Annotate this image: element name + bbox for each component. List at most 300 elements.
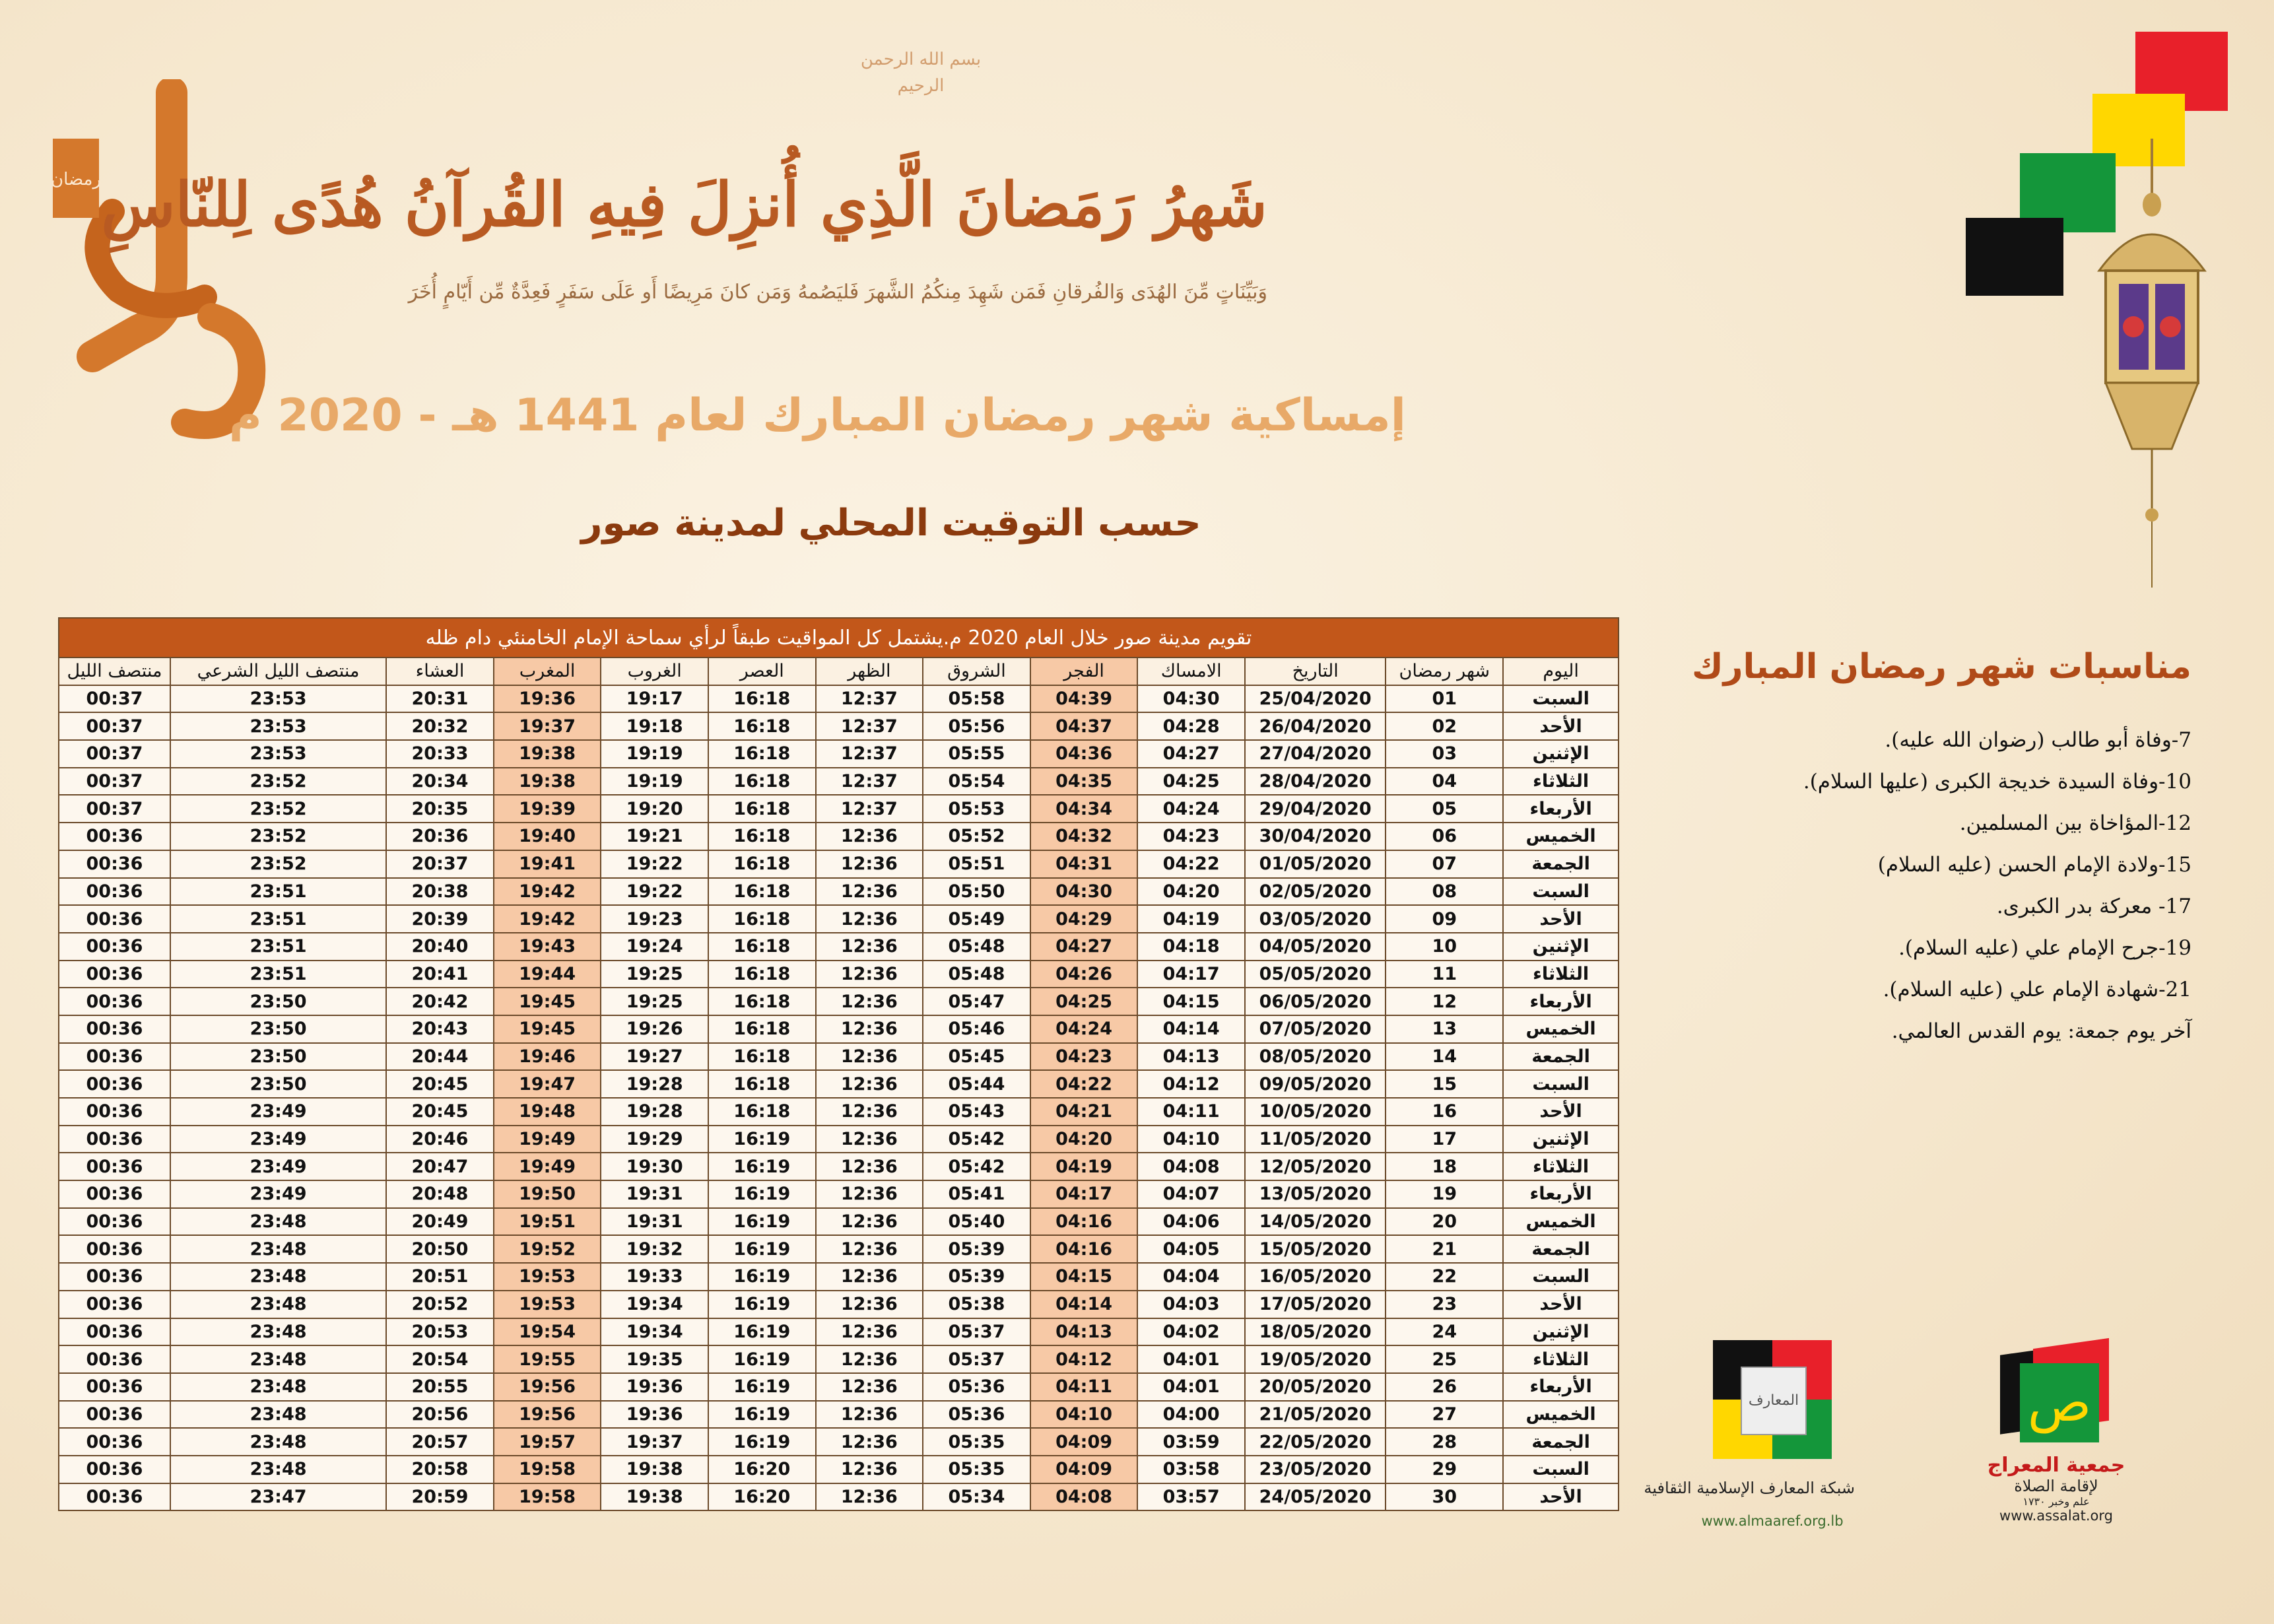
table-cell: السبت	[1503, 1456, 1619, 1483]
table-row	[59, 1345, 1619, 1373]
table-cell: 21/05/2020	[1245, 1401, 1386, 1429]
table-cell: 04:16	[1030, 1235, 1138, 1263]
table-cell: 04:09	[1030, 1428, 1138, 1456]
table-cell: 23:49	[170, 1180, 386, 1208]
table-cell: 23:48	[170, 1373, 386, 1401]
table-row	[59, 933, 1619, 961]
table-cell: 04:01	[1137, 1373, 1245, 1401]
table-cell: 23:51	[170, 961, 386, 988]
almiraj-logo	[1974, 1340, 2139, 1532]
table-cell: 12:37	[816, 712, 923, 740]
table-cell: 04:23	[1137, 823, 1245, 850]
column-header: اليوم	[1503, 658, 1619, 685]
table-cell: 29/04/2020	[1245, 795, 1386, 823]
table-cell: 16:19	[708, 1345, 816, 1373]
table-cell: 05:56	[923, 712, 1030, 740]
table-cell: 05:35	[923, 1428, 1030, 1456]
table-cell: 12:36	[816, 1345, 923, 1373]
column-header: شهر رمضان	[1386, 658, 1503, 685]
almiraj-registration: علم وخبر ١٧٣٠	[2023, 1495, 2090, 1508]
table-row	[59, 1070, 1619, 1098]
table-cell: 28	[1386, 1428, 1503, 1456]
column-header: المغرب	[494, 658, 601, 685]
event-item: آخر يوم جمعة: يوم القدس العالمي.	[1891, 1019, 2191, 1043]
table-cell: 12:37	[816, 768, 923, 795]
table-cell: 04:32	[1030, 823, 1138, 850]
table-cell: 04:34	[1030, 795, 1138, 823]
table-row	[59, 850, 1619, 878]
table-cell: 05:51	[923, 850, 1030, 878]
table-cell: 04:24	[1137, 795, 1245, 823]
column-header: الشروق	[923, 658, 1030, 685]
table-cell: 05:53	[923, 795, 1030, 823]
table-cell: 00:36	[59, 1456, 170, 1483]
table-cell: 12:36	[816, 1373, 923, 1401]
table-row	[59, 1373, 1619, 1401]
event-item: 15-ولادة الإمام الحسن (عليه السلام)	[1877, 853, 2191, 877]
table-cell: 16:18	[708, 905, 816, 933]
table-cell: 16:19	[708, 1126, 816, 1153]
table-cell: 20:57	[386, 1428, 494, 1456]
table-cell: 05:49	[923, 905, 1030, 933]
table-cell: 04:15	[1137, 988, 1245, 1015]
table-cell: 05:54	[923, 768, 1030, 795]
page-subtitle: حسب التوقيت المحلي لمدينة صور	[581, 502, 1201, 545]
table-cell: 12:36	[816, 1015, 923, 1043]
table-row	[59, 795, 1619, 823]
logo-text: رمضان	[50, 170, 102, 189]
table-cell: الأربعاء	[1503, 988, 1619, 1015]
table-cell: 19:37	[494, 712, 601, 740]
table-cell: 19/05/2020	[1245, 1345, 1386, 1373]
table-cell: 04:04	[1137, 1263, 1245, 1291]
table-cell: 04:08	[1137, 1153, 1245, 1180]
table-cell: 23/05/2020	[1245, 1456, 1386, 1483]
table-cell: 18/05/2020	[1245, 1318, 1386, 1346]
table-row	[59, 1318, 1619, 1346]
table-row	[59, 988, 1619, 1015]
event-item: 17- معركة بدر الكبرى.	[1996, 895, 2191, 918]
table-cell: 12:36	[816, 1153, 923, 1180]
table-cell: 19:22	[601, 850, 708, 878]
table-cell: 14	[1386, 1043, 1503, 1071]
table-cell: 12:36	[816, 1291, 923, 1318]
table-row	[59, 768, 1619, 795]
table-cell: 00:37	[59, 712, 170, 740]
table-cell: 23:48	[170, 1291, 386, 1318]
table-cell: 00:36	[59, 1180, 170, 1208]
table-cell: الجمعة	[1503, 850, 1619, 878]
table-cell: السبت	[1503, 1070, 1619, 1098]
table-cell: 11	[1386, 961, 1503, 988]
column-header: الامساك	[1137, 658, 1245, 685]
table-cell: 04:20	[1030, 1126, 1138, 1153]
table-cell: 00:36	[59, 1235, 170, 1263]
table-cell: 16:18	[708, 933, 816, 961]
table-row	[59, 1401, 1619, 1429]
table-cell: 16:18	[708, 1070, 816, 1098]
table-cell: 19:31	[601, 1180, 708, 1208]
table-cell: 23:49	[170, 1098, 386, 1126]
table-cell: 04:22	[1030, 1070, 1138, 1098]
table-cell: 12:36	[816, 1428, 923, 1456]
table-cell: 16:18	[708, 740, 816, 768]
event-item: 10-وفاة السيدة خديجة الكبرى (عليها السلام).	[1803, 770, 2191, 794]
table-cell: 20:36	[386, 823, 494, 850]
table-cell: 04:31	[1030, 850, 1138, 878]
table-cell: 18	[1386, 1153, 1503, 1180]
table-cell: 19:17	[601, 685, 708, 713]
table-cell: 08	[1386, 878, 1503, 906]
table-cell: 23:50	[170, 1070, 386, 1098]
table-cell: 16:19	[708, 1235, 816, 1263]
table-cell: 04:20	[1137, 878, 1245, 906]
table-cell: 19:23	[601, 905, 708, 933]
table-cell: 02/05/2020	[1245, 878, 1386, 906]
table-cell: 23:48	[170, 1263, 386, 1291]
table-cell: 05:52	[923, 823, 1030, 850]
table-cell: الإثنين	[1503, 740, 1619, 768]
table-cell: الثلاثاء	[1503, 1153, 1619, 1180]
table-row	[59, 740, 1619, 768]
table-cell: السبت	[1503, 878, 1619, 906]
table-cell: 05:34	[923, 1483, 1030, 1511]
table-cell: 00:36	[59, 850, 170, 878]
table-cell: 22	[1386, 1263, 1503, 1291]
table-row	[59, 1291, 1619, 1318]
table-cell: الخميس	[1503, 1401, 1619, 1429]
table-cell: 16/05/2020	[1245, 1263, 1386, 1291]
column-header: منتصف الليل	[59, 658, 170, 685]
table-cell: 12:37	[816, 740, 923, 768]
table-cell: 19:44	[494, 961, 601, 988]
table-cell: 04/05/2020	[1245, 933, 1386, 961]
table-cell: 20:52	[386, 1291, 494, 1318]
table-cell: 19:21	[601, 823, 708, 850]
table-cell: 19:26	[601, 1015, 708, 1043]
table-row	[59, 1180, 1619, 1208]
table-row	[59, 685, 1619, 713]
table-cell: الأحد	[1503, 1483, 1619, 1511]
table-cell: 25/04/2020	[1245, 685, 1386, 713]
table-cell: 20	[1386, 1208, 1503, 1236]
table-cell: 04:08	[1030, 1483, 1138, 1511]
table-cell: 00:36	[59, 933, 170, 961]
table-cell: 19:48	[494, 1098, 601, 1126]
table-cell: 20:50	[386, 1235, 494, 1263]
table-row	[59, 1043, 1619, 1071]
table-cell: 16:19	[708, 1291, 816, 1318]
table-cell: 00:36	[59, 878, 170, 906]
table-cell: 12:36	[816, 1070, 923, 1098]
table-cell: 05:47	[923, 988, 1030, 1015]
table-cell: 16:19	[708, 1373, 816, 1401]
event-item: 19-جرح الإمام علي (عليه السلام).	[1898, 936, 2191, 960]
table-cell: 04:15	[1030, 1263, 1138, 1291]
table-cell: 12:36	[816, 1263, 923, 1291]
table-cell: 04:19	[1030, 1153, 1138, 1180]
table-cell: الأربعاء	[1503, 795, 1619, 823]
table-cell: 19:53	[494, 1263, 601, 1291]
table-cell: 16:20	[708, 1456, 816, 1483]
table-cell: 27/04/2020	[1245, 740, 1386, 768]
table-cell: 23:48	[170, 1208, 386, 1236]
table-cell: 05:39	[923, 1235, 1030, 1263]
table-row	[59, 1015, 1619, 1043]
table-cell: الخميس	[1503, 1208, 1619, 1236]
table-cell: 23:53	[170, 740, 386, 768]
table-cell: 00:36	[59, 1208, 170, 1236]
table-cell: 05:36	[923, 1401, 1030, 1429]
table-cell: 07/05/2020	[1245, 1015, 1386, 1043]
table-cell: 23:48	[170, 1456, 386, 1483]
table-cell: 19:34	[601, 1318, 708, 1346]
table-cell: 19:42	[494, 878, 601, 906]
table-cell: 03:59	[1137, 1428, 1245, 1456]
table-caption: تقويم مدينة صور خلال العام 2020 م.يشتمل كل المواقيت طبقاً لرأي سماحة الإمام الخامنئي دام ظله	[59, 618, 1619, 658]
table-cell: 19:34	[601, 1291, 708, 1318]
table-cell: 04:27	[1030, 933, 1138, 961]
table-cell: 03:58	[1137, 1456, 1245, 1483]
table-cell: 22/05/2020	[1245, 1428, 1386, 1456]
table-cell: 20:33	[386, 740, 494, 768]
table-cell: السبت	[1503, 1263, 1619, 1291]
table-cell: 16:19	[708, 1401, 816, 1429]
table-cell: 23:49	[170, 1126, 386, 1153]
table-cell: 12:36	[816, 933, 923, 961]
table-cell: 12	[1386, 988, 1503, 1015]
table-cell: 06/05/2020	[1245, 988, 1386, 1015]
table-row	[59, 823, 1619, 850]
table-cell: 19	[1386, 1180, 1503, 1208]
table-cell: 00:36	[59, 1345, 170, 1373]
table-cell: 19:49	[494, 1126, 601, 1153]
table-cell: 10/05/2020	[1245, 1098, 1386, 1126]
table-cell: 20:40	[386, 933, 494, 961]
table-cell: 16:18	[708, 1043, 816, 1071]
table-cell: 19:28	[601, 1098, 708, 1126]
table-cell: 16:18	[708, 1015, 816, 1043]
table-cell: 23:48	[170, 1345, 386, 1373]
table-cell: 12:37	[816, 795, 923, 823]
table-cell: 19:27	[601, 1043, 708, 1071]
table-cell: 00:36	[59, 1291, 170, 1318]
table-cell: 00:36	[59, 1153, 170, 1180]
table-cell: 23:50	[170, 1043, 386, 1071]
black-square	[1966, 218, 2063, 296]
table-row	[59, 1263, 1619, 1291]
table-cell: 21	[1386, 1235, 1503, 1263]
table-row	[59, 961, 1619, 988]
table-row	[59, 1483, 1619, 1511]
table-cell: الثلاثاء	[1503, 768, 1619, 795]
table-cell: 10	[1386, 933, 1503, 961]
table-cell: 16:19	[708, 1153, 816, 1180]
table-row	[59, 1235, 1619, 1263]
table-cell: 12:36	[816, 850, 923, 878]
table-cell: 19:42	[494, 905, 601, 933]
table-cell: 12:36	[816, 1318, 923, 1346]
table-cell: 04:12	[1137, 1070, 1245, 1098]
table-cell: 04:39	[1030, 685, 1138, 713]
table-cell: 12:36	[816, 905, 923, 933]
table-cell: 19:46	[494, 1043, 601, 1071]
table-cell: 16:19	[708, 1263, 816, 1291]
table-cell: 00:36	[59, 905, 170, 933]
table-cell: 19:50	[494, 1180, 601, 1208]
table-cell: 16:18	[708, 850, 816, 878]
table-cell: 19:41	[494, 850, 601, 878]
table-cell: 19:40	[494, 823, 601, 850]
table-cell: 16:18	[708, 685, 816, 713]
table-cell: 11/05/2020	[1245, 1126, 1386, 1153]
table-cell: 04:30	[1030, 878, 1138, 906]
table-cell: 04:12	[1030, 1345, 1138, 1373]
table-cell: 04:29	[1030, 905, 1138, 933]
basmala: بسم الله الرحمن الرحيم	[860, 50, 982, 96]
table-cell: الأحد	[1503, 712, 1619, 740]
table-cell: 05:58	[923, 685, 1030, 713]
table-cell: 04:07	[1137, 1180, 1245, 1208]
table-cell: السبت	[1503, 685, 1619, 713]
table-cell: 23:49	[170, 1153, 386, 1180]
table-cell: 04:13	[1137, 1043, 1245, 1071]
table-cell: 23:48	[170, 1318, 386, 1346]
imsakiya-table	[58, 617, 1619, 1511]
table-cell: 04:11	[1030, 1373, 1138, 1401]
table-cell: 05:36	[923, 1373, 1030, 1401]
table-cell: 04:36	[1030, 740, 1138, 768]
table-cell: 20:39	[386, 905, 494, 933]
table-cell: 04:25	[1137, 768, 1245, 795]
almaaref-emblem-icon: المعارف	[1713, 1340, 1832, 1459]
table-cell: 16:18	[708, 795, 816, 823]
table-cell: 16:19	[708, 1208, 816, 1236]
table-cell: 24/05/2020	[1245, 1483, 1386, 1511]
table-cell: 23:48	[170, 1235, 386, 1263]
column-header: الغروب	[601, 658, 708, 685]
table-cell: 04	[1386, 768, 1503, 795]
table-cell: 24	[1386, 1318, 1503, 1346]
table-cell: 23:52	[170, 795, 386, 823]
table-cell: 19:56	[494, 1401, 601, 1429]
table-cell: 20:55	[386, 1373, 494, 1401]
table-cell: 03:57	[1137, 1483, 1245, 1511]
table-cell: 12:36	[816, 878, 923, 906]
event-item: 21-شهادة الإمام علي (عليه السلام).	[1883, 978, 2191, 1001]
almiraj-name: جمعية المعراج	[1987, 1454, 2125, 1477]
table-cell: 03	[1386, 740, 1503, 768]
table-cell: 05:44	[923, 1070, 1030, 1098]
lantern-icon	[2073, 139, 2231, 601]
table-cell: 00:36	[59, 1428, 170, 1456]
table-cell: 19:39	[494, 795, 601, 823]
table-cell: 01	[1386, 685, 1503, 713]
table-cell: الأربعاء	[1503, 1180, 1619, 1208]
table-cell: 19:38	[601, 1456, 708, 1483]
table-cell: 13/05/2020	[1245, 1180, 1386, 1208]
table-cell: 19:28	[601, 1070, 708, 1098]
table-cell: 16:18	[708, 712, 816, 740]
table-cell: 19:36	[601, 1401, 708, 1429]
table-cell: 16:18	[708, 823, 816, 850]
table-cell: 20/05/2020	[1245, 1373, 1386, 1401]
table-cell: 04:11	[1137, 1098, 1245, 1126]
table-cell: 19:25	[601, 961, 708, 988]
almaaref-url[interactable]: www.almaaref.org.lb	[1701, 1513, 1844, 1529]
table-cell: 04:17	[1030, 1180, 1138, 1208]
table-cell: 12:36	[816, 1043, 923, 1071]
table-cell: الأربعاء	[1503, 1373, 1619, 1401]
table-cell: 19:32	[601, 1235, 708, 1263]
table-cell: 19:20	[601, 795, 708, 823]
table-cell: الجمعة	[1503, 1043, 1619, 1071]
table-cell: 05:48	[923, 933, 1030, 961]
table-cell: 20:38	[386, 878, 494, 906]
table-cell: 23:51	[170, 905, 386, 933]
table-row	[59, 878, 1619, 906]
quran-verse-continuation: وَبَيِّنَاتٍ مِّنَ الهُدَى وَالفُرقانِ فَمَن شَهِدَ مِنكُمُ الشَّهرَ فَليَصُمهُ وَمَن كانَ مَرِيضًا أَو عَلَى سَفَرٍ فَعِدَّةٌ مِّن أَيّامٍ أُخَرَ	[408, 281, 1267, 304]
table-cell: 19:25	[601, 988, 708, 1015]
table-cell: 04:25	[1030, 988, 1138, 1015]
table-cell: 28/04/2020	[1245, 768, 1386, 795]
table-cell: 19:49	[494, 1153, 601, 1180]
table-cell: 00:36	[59, 961, 170, 988]
table-cell: 00:36	[59, 1070, 170, 1098]
table-cell: 19:19	[601, 768, 708, 795]
table-cell: 20:49	[386, 1208, 494, 1236]
table-cell: 19:47	[494, 1070, 601, 1098]
table-cell: 04:35	[1030, 768, 1138, 795]
table-cell: 19:31	[601, 1208, 708, 1236]
table-cell: 19:38	[494, 740, 601, 768]
table-cell: 20:54	[386, 1345, 494, 1373]
table-cell: 19:58	[494, 1483, 601, 1511]
table-cell: 05/05/2020	[1245, 961, 1386, 988]
event-item: 12-المؤاخاة بين المسلمين.	[1959, 811, 2191, 835]
table-cell: 04:17	[1137, 961, 1245, 988]
table-cell: 05:37	[923, 1318, 1030, 1346]
table-cell: 16:20	[708, 1483, 816, 1511]
table-cell: 20:42	[386, 988, 494, 1015]
column-header: العشاء	[386, 658, 494, 685]
table-cell: 23:48	[170, 1428, 386, 1456]
table-cell: 04:24	[1030, 1015, 1138, 1043]
table-cell: 16:18	[708, 988, 816, 1015]
almiraj-url[interactable]: www.assalat.org	[1999, 1508, 2113, 1524]
event-item: 7-وفاة أبو طالب (رضوان الله عليه).	[1885, 728, 2191, 752]
table-cell: الإثنين	[1503, 1318, 1619, 1346]
table-cell: 00:36	[59, 1126, 170, 1153]
table-cell: 19:55	[494, 1345, 601, 1373]
table-cell: 23:53	[170, 685, 386, 713]
table-cell: 04:02	[1137, 1318, 1245, 1346]
table-row	[59, 1098, 1619, 1126]
table-cell: 05:50	[923, 878, 1030, 906]
column-header: التاريخ	[1245, 658, 1386, 685]
table-cell: 14/05/2020	[1245, 1208, 1386, 1236]
table-cell: 04:37	[1030, 712, 1138, 740]
table-cell: 04:00	[1137, 1401, 1245, 1429]
table-cell: الأحد	[1503, 1098, 1619, 1126]
table-cell: 17	[1386, 1126, 1503, 1153]
table-cell: 19:56	[494, 1373, 601, 1401]
table-cell: 20:58	[386, 1456, 494, 1483]
table-cell: 02	[1386, 712, 1503, 740]
table-cell: 20:32	[386, 712, 494, 740]
table-cell: 04:14	[1137, 1015, 1245, 1043]
table-cell: 04:14	[1030, 1291, 1138, 1318]
